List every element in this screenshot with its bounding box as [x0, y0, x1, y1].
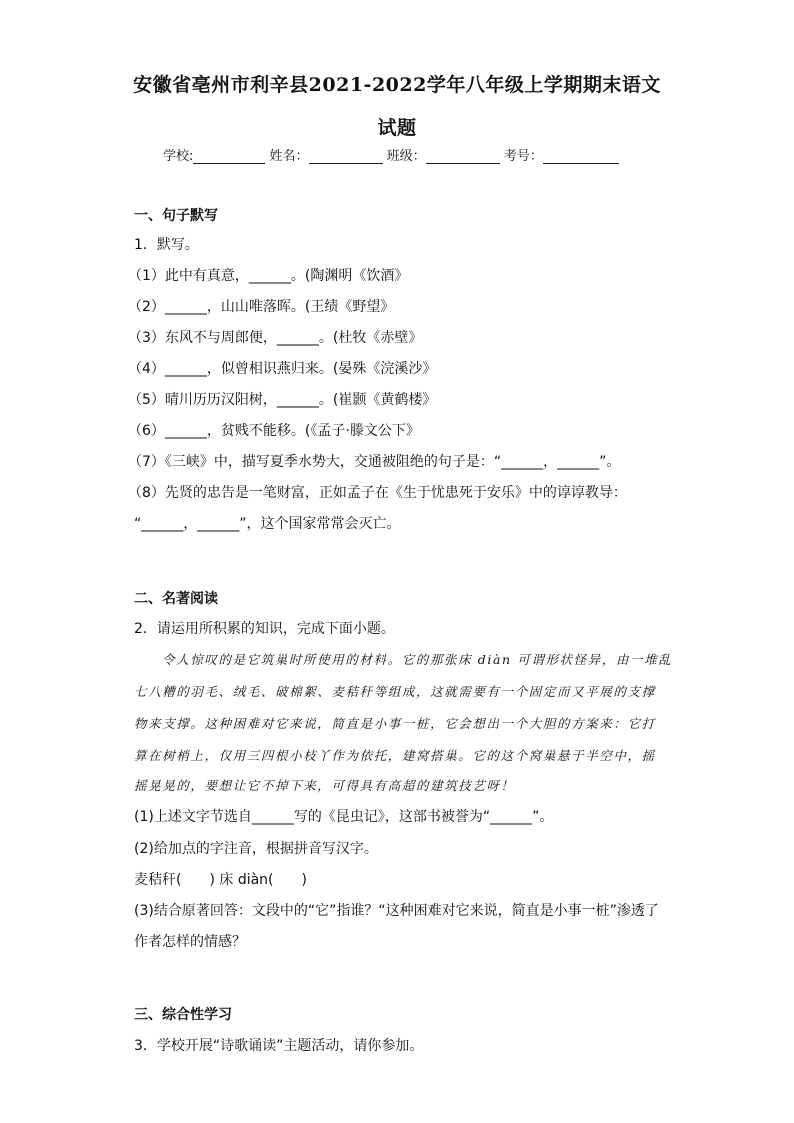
name-blank[interactable]	[309, 149, 383, 164]
passage-line: 算在树梢上，仅用三四根小枝丫作为依托，建窝搭巢。它的这个窝巢悬于半空中，摇	[134, 748, 656, 763]
student-info-line	[163, 145, 619, 164]
question-1-item: （4）______，似曾相识燕归来。(晏殊《浣溪沙》	[128, 361, 437, 377]
class-label: 班级：	[386, 149, 426, 164]
question-1-item: （1）此中有真意，______。(陶渊明《饮酒》	[128, 268, 409, 284]
question-2-sub-3-continued: 作者怎样的情感？	[134, 934, 246, 950]
exam-number-label: 考号：	[503, 149, 543, 164]
page-title-line-1: 安徽省亳州市利辛县2021-2022学年八年级上学期期末语文	[133, 74, 661, 96]
school-blank[interactable]	[193, 149, 265, 164]
passage-line: 物来支撑。这种困难对它来说，简直是小事一桩，它会想出一个大胆的方案来：它打	[134, 716, 656, 731]
question-1-item: （5）晴川历历汉阳树，______。(崔颢《黄鹤楼》	[128, 392, 437, 408]
question-1-item: （6）______，贫贱不能移。(《孟子·滕文公下》	[128, 423, 420, 439]
question-1-item: （7）《三峡》中，描写夏季水势大，交通被阻绝的句子是：“______，______”。	[128, 454, 621, 470]
question-1-stem: 1．默写。	[134, 237, 199, 253]
question-1-item: （3）东风不与周郎便，______。(杜牧《赤壁》	[128, 330, 423, 346]
question-2-sub-3: (3)结合原著回答：文段中的“它”指谁？“这种困难对它来说，简直是小事一桩”渗透了	[134, 903, 659, 919]
question-3-stem: 3．学校开展“诗歌诵读”主题活动，请你参加。	[134, 1038, 424, 1054]
section-heading-classics-reading: 二、名著阅读	[134, 591, 218, 607]
section-heading-comprehensive-learning: 三、综合性学习	[134, 1007, 232, 1023]
passage-line: 七八糟的羽毛、绒毛、破棉絮、麦秸秆等组成，这就需要有一个固定而又平展的支撑	[134, 684, 656, 699]
exam-number-blank[interactable]	[543, 149, 619, 164]
question-1-item: （8）先贤的忠告是一笔财富，正如孟子在《生于忧患死于安乐》中的谆谆教导：	[128, 485, 627, 501]
question-2-sub-2-blanks: 麦秸秆( ) 床 diàn( )	[134, 872, 307, 888]
page-title-line-2: 试题	[377, 117, 417, 139]
name-label: 姓名：	[269, 149, 309, 164]
question-2-stem: 2．请运用所积累的知识，完成下面小题。	[134, 621, 395, 637]
question-2-sub-1: (1)上述文字节选自______写的《昆虫记》，这部书被誉为“______”。	[134, 809, 554, 825]
question-2-sub-2: (2)给加点的字注音，根据拼音写汉字。	[134, 841, 378, 857]
passage-line: 摇晃晃的，要想让它不掉下来，可得具有高超的建筑技艺呀！	[134, 778, 515, 793]
section-heading-recitation: 一、句子默写	[134, 208, 218, 224]
passage-line: 令人惊叹的是它筑巢时所使用的材料。它的那张床 diàn 可谓形状怪异，由一堆乱	[162, 652, 673, 667]
class-blank[interactable]	[426, 149, 500, 164]
question-1-item: （2）______，山山唯落晖。(王绩《野望》	[128, 299, 395, 315]
school-label: 学校:	[163, 149, 194, 164]
question-1-item-continued: “______，______”，这个国家常常会灭亡。	[134, 516, 401, 532]
